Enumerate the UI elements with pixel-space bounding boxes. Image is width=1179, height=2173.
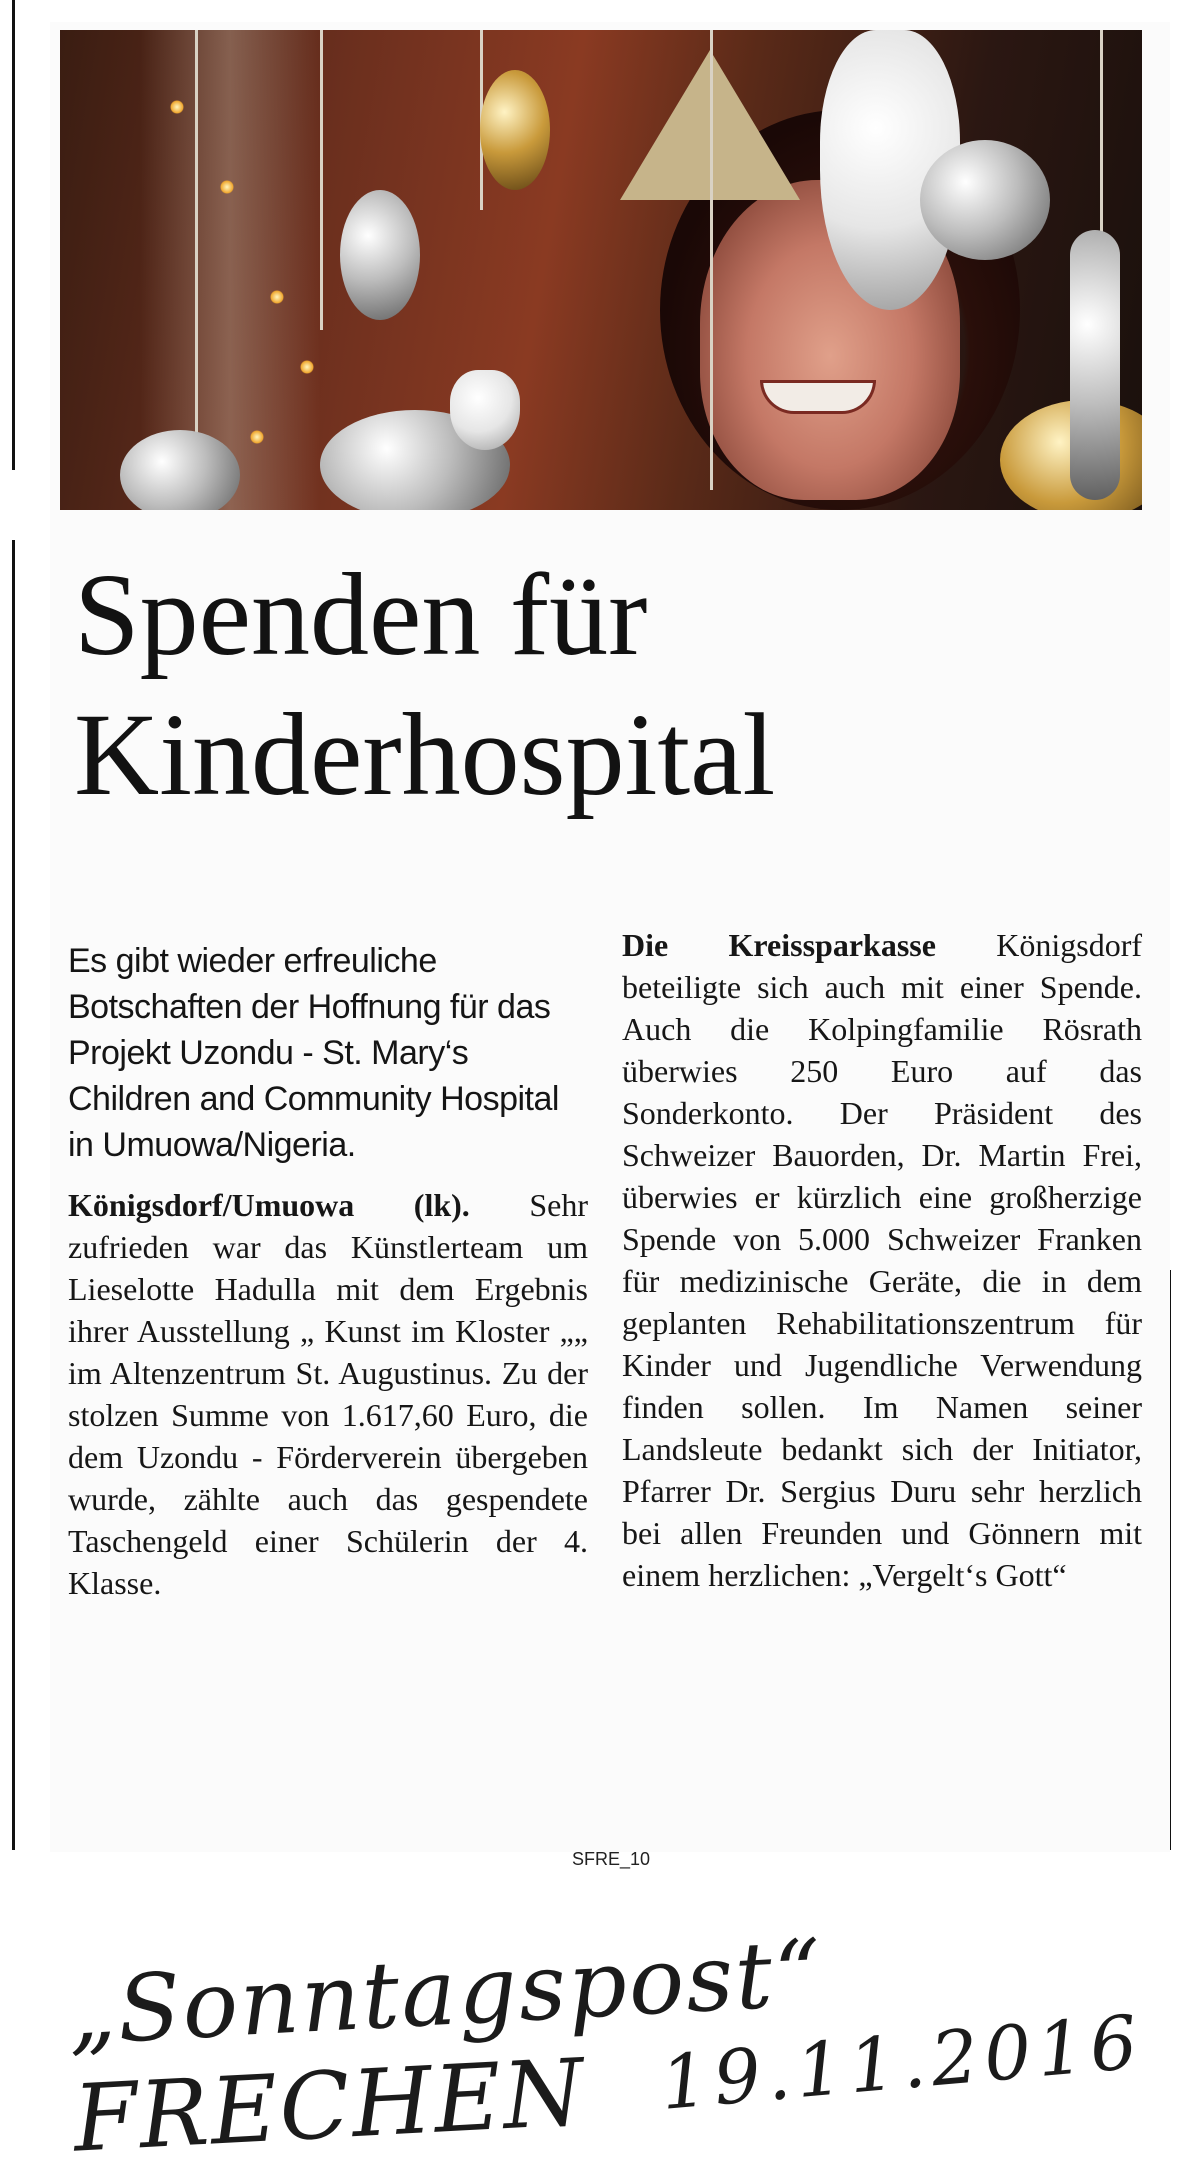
photo-ornament-string	[195, 30, 198, 470]
article-headline	[74, 545, 1134, 825]
photo-ornament	[120, 430, 240, 510]
article-body-right-text: Königsdorf beteiligte sich auch mit einer Spende. Auch die Kolpingfamilie Rösrath überwies 250 Euro auf das Sonderkonto. Der Präsident des Schweizer Bauorden, Dr. Martin Frei, überwies er kürzlich eine großherzige Spende von 5.000 Schweizer Franken für medizinische Geräte, die in dem geplanten Rehabilitationszentrum für Kinder und Jugendliche Verwendung finden sollen. Im Namen seiner Landsleute bedankt sich der Initiator, Pfarrer Dr. Sergius Duru sehr herzlich bei allen Freunden und Gönnern mit einem herzlichen: „Vergelt‘s Gott“	[622, 927, 1143, 1593]
photo-ornament-string	[320, 30, 323, 330]
article-dateline: Königsdorf/Umuowa (lk).	[68, 1187, 470, 1223]
headline-line-2: Kinderhospital	[74, 689, 776, 820]
photo-smile	[760, 380, 876, 414]
photo-ornament	[1070, 230, 1120, 500]
photo-fairy-light	[250, 430, 264, 444]
photo-ornament-string	[710, 30, 713, 490]
photo-fairy-light	[270, 290, 284, 304]
handwritten-source: „Sonntagspost“ FRECHEN	[65, 1919, 826, 2173]
scan-edge-left-lower	[12, 540, 15, 1850]
article-body-left	[68, 1184, 588, 1604]
article-column-left	[68, 938, 588, 1604]
photo-ornament	[480, 70, 550, 190]
article-column-right	[622, 924, 1142, 1596]
article-photo	[60, 30, 1142, 510]
photo-fairy-light	[220, 180, 234, 194]
handwritten-note	[65, 1919, 1170, 2173]
scan-edge-left	[12, 0, 15, 470]
article-body-left-text: Sehr zufrieden war das Künstlerteam um Lieselotte Hadulla mit dem Ergebnis ihrer Ausstellung „ Kunst im Kloster „„ im Altenzentrum St. Augustinus. Zu der stolzen Summe von 1.617,60 Euro, die dem Uzondu - Förderverein übergeben wurde, zählte auch das gespendete Taschengeld einer Schülerin der 4. Klasse.	[68, 1187, 588, 1601]
article-subheadline: Es gibt wieder erfreuliche Botschaften der Hoffnung für das Projekt Uzondu - St. Mary‘s Children and Community Hospital in Umuowa/Nigeria.	[68, 942, 559, 1164]
page-code: SFRE_10	[572, 1849, 651, 1869]
article-body-right	[622, 924, 1142, 1596]
headline-line-1: Spenden für	[74, 549, 648, 680]
article-right-lead: Die Kreissparkasse	[622, 927, 936, 963]
photo-ornament	[450, 370, 520, 450]
photo-ornament	[340, 190, 420, 320]
photo-fairy-light	[300, 360, 314, 374]
photo-ornament	[920, 140, 1050, 260]
photo-fairy-light	[170, 100, 184, 114]
handwritten-date: 19.11.2016	[657, 1999, 1147, 2127]
